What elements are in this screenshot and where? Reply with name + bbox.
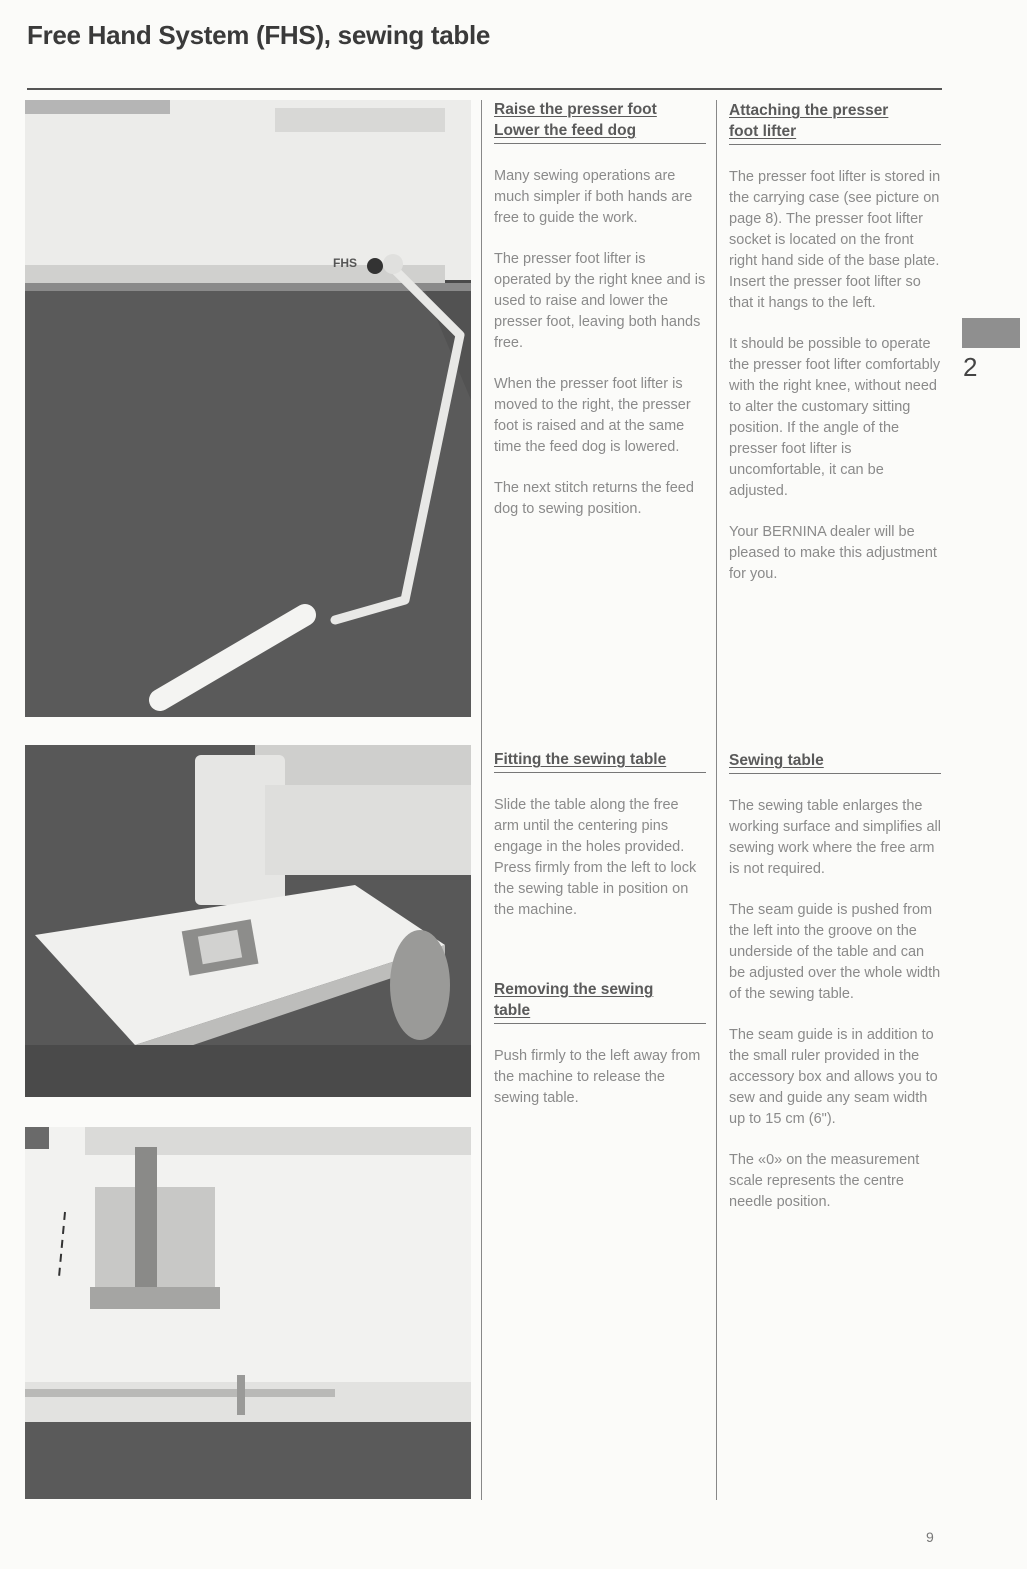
heading-line-1: Fitting the sewing table [494,751,667,768]
section-heading [494,749,706,773]
paragraph: The next stitch returns the feed dog to sewing position. [494,480,694,517]
chapter-tab-marker [962,318,1020,348]
paragraph: The seam guide is in addition to the small ruler provided in the accessory box and allows you to sew and guide any seam width up to 15 cm (6"). [729,1027,938,1127]
paragraph: The sewing table enlarges the working surface and simplifies all sewing work where the free arm is not required. [729,798,941,877]
heading-line-1: Raise the presser foot [494,101,657,118]
paragraph: The presser foot lifter is stored in the carrying case (see picture on page 8). The presser foot lifter socket is located on the front right hand side of the base plate. Insert the presser foot lifter so that it hangs to the left. [729,169,941,311]
heading-line-2: Lower the feed dog [494,122,637,139]
photo-seam-guide [25,1127,471,1499]
column-rule-right [716,100,717,1500]
heading-line-1: Sewing table [729,752,824,769]
heading-line-1: Removing the sewing [494,981,654,998]
section-heading [729,750,941,774]
section-attaching-lifter [729,100,941,605]
section-heading [729,100,941,145]
section-heading [494,99,706,144]
heading-line-2: foot lifter [729,123,797,140]
section-removing-sewing-table [494,979,706,1129]
page-title: Free Hand System (FHS), sewing table [27,20,491,50]
paragraph: Push firmly to the left away from the machine to release the sewing table. [494,1048,701,1106]
heading-line-2: table [494,1002,531,1019]
fhs-label: FHS [333,256,357,270]
section-fitting-sewing-table [494,749,706,941]
photo-fitting-sewing-table [25,745,471,1097]
paragraph: Your BERNINA dealer will be pleased to make this adjustment for you. [729,524,937,582]
chapter-tab-number: 2 [963,352,978,382]
paragraph: The presser foot lifter is operated by the right knee and is used to raise and lower the presser foot, leaving both hands free. [494,251,706,351]
paragraph: The seam guide is pushed from the left into the groove on the underside of the table and can be adjusted over the whole width of the sewing table. [729,902,941,1002]
paragraph: Slide the table along the free arm until the centering pins engage in the holes provided. Press firmly from the left to lock the sewing table in position on the machine. [494,797,697,918]
section-raise-presser-foot [494,99,706,540]
column-rule-left [481,100,482,1500]
title-rule [27,88,942,90]
paragraph: Many sewing operations are much simpler if both hands are free to guide the work. [494,168,693,226]
section-sewing-table [729,750,941,1233]
page-number: 9 [926,1529,934,1545]
heading-line-1: Attaching the presser [729,102,889,119]
paragraph: When the presser foot lifter is moved to the right, the presser foot is raised and at the same time the feed dog is lowered. [494,376,691,455]
paragraph: The «0» on the measurement scale represents the centre needle position. [729,1152,920,1210]
photo-presser-foot-lifter [25,100,471,717]
paragraph: It should be possible to operate the presser foot lifter comfortably with the right knee, without need to alter the customary sitting position. If the angle of the presser foot lifter is uncomfortable, it can be adjusted. [729,336,941,499]
section-heading [494,979,706,1024]
